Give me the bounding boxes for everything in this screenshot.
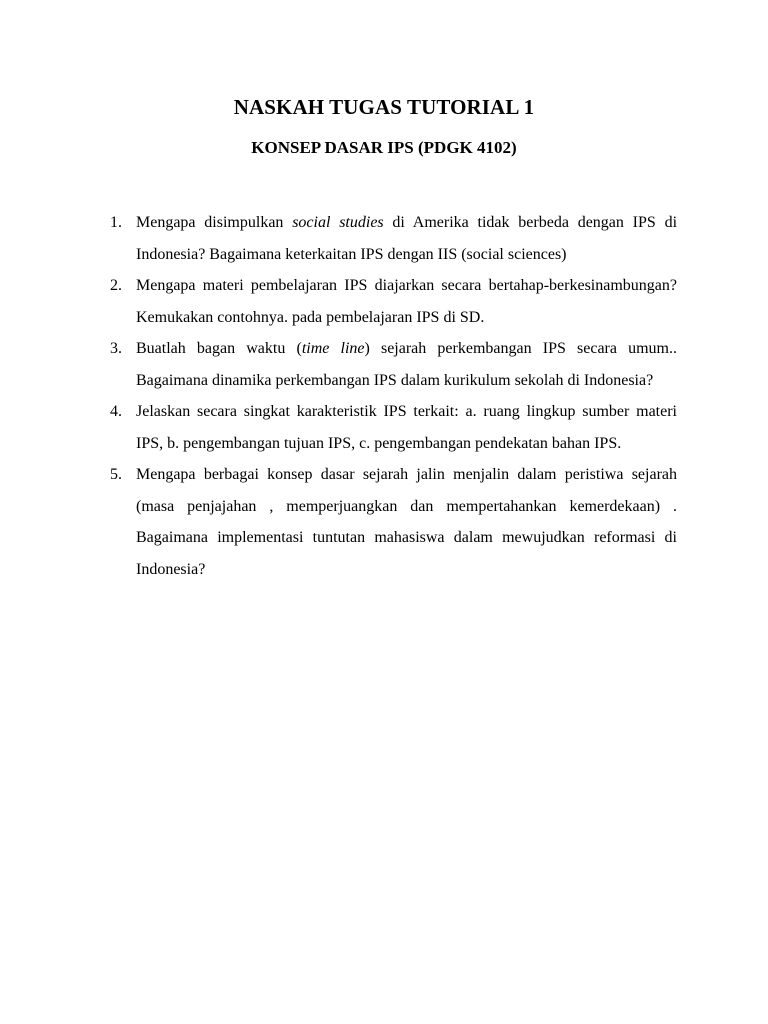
question-emphasis: time line: [301, 340, 365, 357]
question-number: 2.: [110, 277, 122, 294]
question-item: [110, 207, 677, 270]
question-item: [110, 459, 677, 585]
question-text: Mengapa berbagai konsep dasar sejarah jalin menjalin dalam peristiwa sejarah (masa penjajahan , memperjuangkan dan mempertahankan kemerdekaan) . Bagaimana implementasi tuntutan mahasiswa dalam mewujudkan reformasi di Indonesia?: [136, 466, 677, 578]
question-list: [110, 207, 677, 585]
question-number: 5.: [110, 466, 122, 483]
question-number: 3.: [110, 340, 122, 357]
question-emphasis: social studies: [292, 214, 384, 231]
question-item: [110, 333, 677, 396]
question-number: 1.: [110, 214, 122, 231]
question-text: Mengapa disimpulkan social studies di Amerika tidak berbeda dengan IPS di Indonesia? Bagaimana keterkaitan IPS dengan IIS (social sciences): [136, 214, 678, 263]
question-text: Buatlah bagan waktu (time line) sejarah perkembangan IPS secara umum.. Bagaimana dinamika perkembangan IPS dalam kurikulum sekolah di Indonesia?: [136, 340, 677, 389]
question-item: [110, 270, 677, 333]
question-text: Jelaskan secara singkat karakteristik IPS terkait: a. ruang lingkup sumber materi IPS, b. pengembangan tujuan IPS, c. pengembangan pendekatan bahan IPS.: [136, 403, 677, 452]
question-text: Mengapa materi pembelajaran IPS diajarkan secara bertahap-berkesinambungan? Kemukakan contohnya. pada pembelajaran IPS di SD.: [136, 277, 677, 326]
question-item: [110, 396, 677, 459]
document-subtitle: KONSEP DASAR IPS (PDGK 4102): [251, 138, 517, 157]
document-title: NASKAH TUGAS TUTORIAL 1: [233, 95, 535, 119]
question-number: 4.: [110, 403, 122, 420]
